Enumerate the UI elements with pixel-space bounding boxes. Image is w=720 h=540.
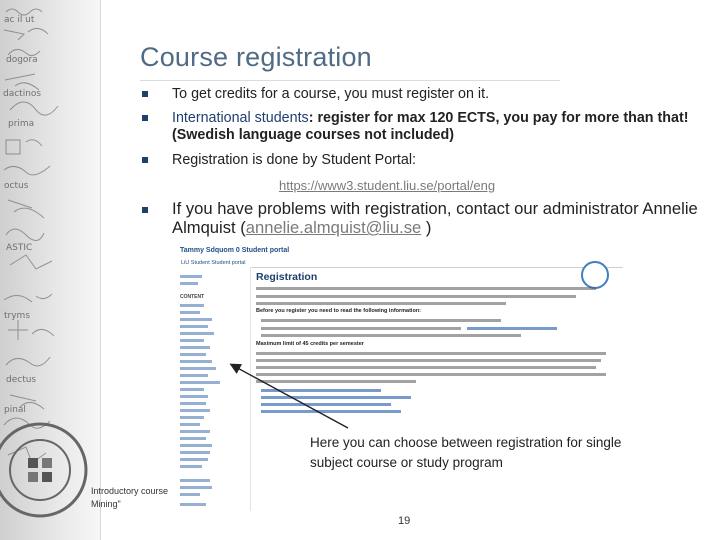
admin-email-link[interactable]: annelie.almquist@liu.se — [245, 218, 422, 237]
svg-text:tryms: tryms — [4, 311, 31, 321]
svg-text:ASTIC: ASTIC — [6, 243, 33, 253]
international-rule-text: : register for max 120 ECTS, you pay for more than that! (Swedish language courses not included) — [172, 110, 689, 143]
slide-title: Course registration — [140, 42, 372, 72]
portal-brand: Tammy Sdquom 0 Student portal — [180, 247, 290, 254]
portal-section-info: Before you register you need to read the following information: — [256, 308, 422, 314]
footer-course-cont: Mining" — [91, 499, 121, 509]
international-students-label: International students — [172, 110, 309, 126]
svg-text:dectus: dectus — [6, 375, 37, 385]
annotation-note: Here you can choose between registration for single subject course or study program — [310, 435, 622, 470]
nav-heading: CONTENT — [180, 294, 205, 300]
contact-text: If you have problems with registration, contact our administrator Annelie Almquist ( — [172, 199, 698, 237]
slide-footer — [91, 485, 168, 511]
portal-heading: Registration — [256, 271, 318, 283]
svg-text:pinal: pinal — [4, 405, 26, 415]
svg-text:ac il ut: ac il ut — [4, 15, 35, 25]
bullet-credits: To get credits for a course, you must register on it. — [172, 86, 490, 102]
footer-course: Introductory course — [91, 486, 169, 496]
svg-text:dactinos: dactinos — [3, 89, 42, 99]
portal-breadcrumb: LiU Student Student portal — [181, 260, 246, 266]
svg-text:octus: octus — [4, 181, 29, 191]
svg-text:dogora: dogora — [6, 55, 38, 65]
page-number: 19 — [398, 515, 411, 527]
student-portal-link[interactable]: https://www3.student.liu.se/portal/eng — [279, 178, 496, 193]
bullet-portal: Registration is done by Student Portal: — [172, 152, 416, 168]
contact-suffix: ) — [421, 218, 432, 237]
svg-text:prima: prima — [8, 119, 35, 129]
portal-section-limit: Maximum limit of 45 credits per semester — [256, 341, 364, 347]
